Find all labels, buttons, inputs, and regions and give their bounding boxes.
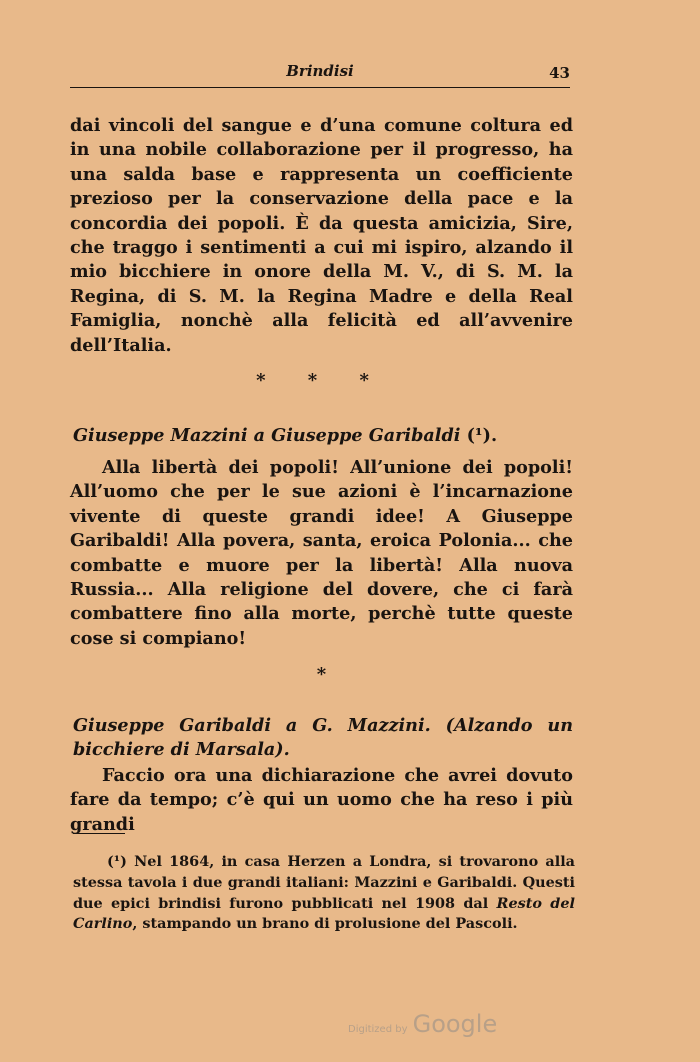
section-separator-stars: * * * bbox=[256, 370, 387, 391]
watermark-brand: Google bbox=[412, 1010, 498, 1038]
paragraph-continuation: dai vincoli del sangue e d’una comune coltura ed in una nobile collaborazione per il progresso, ha una salda base e rappresenta un coefficiente prezioso per la conservazione della pace e la concordia dei popoli. È da questa amicizia, Sire, che traggo i sentimenti a cui mi ispiro, alzando il mio bicchiere in onore della M. V., di S. M. la Regina, di S. M. la Regina Madre e della Real Famiglia, nonchè alla felicità ed all’avvenire dell’Italia. bbox=[70, 115, 573, 356]
running-head bbox=[70, 60, 570, 88]
section-separator-star: * bbox=[316, 664, 327, 685]
footnote-rule bbox=[73, 833, 125, 834]
footnote-source-title: Resto del Carlino bbox=[73, 894, 575, 933]
footnote-marker: (¹) bbox=[107, 853, 127, 870]
digitization-watermark bbox=[348, 1010, 497, 1038]
footnote bbox=[73, 852, 575, 935]
footnote-reference: (¹). bbox=[466, 425, 498, 446]
footnote-text-a: Nel 1864, in casa Herzen a Londra, si trovarono alla stessa tavola i due grandi italiani: Mazzini e Garibaldi. Questi due epici brindisi furono pubblicati nel 1908 dal bbox=[73, 853, 575, 912]
page-number: 43 bbox=[549, 64, 570, 82]
toast-heading-mazzini-text: Giuseppe Mazzini a Giuseppe Garibaldi bbox=[73, 425, 461, 446]
watermark-prefix: Digitized by bbox=[348, 1024, 408, 1035]
header-rule bbox=[70, 87, 570, 88]
running-title: Brindisi bbox=[286, 62, 354, 80]
footnote-text-b: , stampando un brano di prolusione del Pascoli. bbox=[132, 915, 518, 933]
toast-heading-mazzini bbox=[73, 424, 573, 448]
paragraph-garibaldi-toast: Faccio ora una dichiarazione che avrei dovuto fare da tempo; c’è qui un uomo che ha reso i più grandi bbox=[70, 765, 573, 835]
paragraph-mazzini-toast: Alla libertà dei popoli! All’unione dei popoli! All’uomo che per le sue azioni è l’incarnazione vivente di queste grandi idee! A Giuseppe Garibaldi! Alla povera, santa, eroica Polonia... che combatte e muore per la libertà! Alla nuova Russia... Alla religione del dovere, che ci farà combattere fino alla morte, perchè tutte queste cose si compiano! bbox=[70, 457, 573, 649]
toast-heading-garibaldi: Giuseppe Garibaldi a G. Mazzini. (Alzando un bicchiere di Marsala). bbox=[73, 715, 573, 760]
